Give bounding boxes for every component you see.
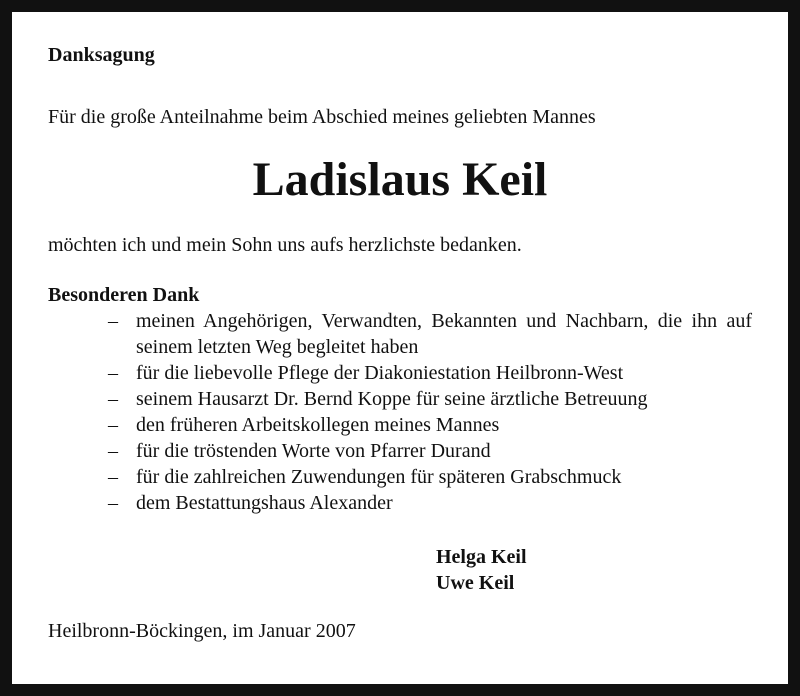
- dash-bullet: –: [108, 440, 118, 462]
- list-item: [108, 464, 752, 490]
- list-item-text: seinem Hausarzt Dr. Bernd Koppe für seine ärztliche Betreuung: [136, 388, 648, 410]
- thanks-heading: Besonderen Dank: [48, 284, 200, 306]
- place-date: Heilbronn-Böckingen, im Januar 2007: [48, 620, 356, 642]
- list-item: [108, 360, 752, 386]
- notice-heading: Danksagung: [48, 44, 155, 66]
- list-item-text: meinen Angehörigen, Verwandten, Bekannten und Nachbarn, die ihn auf seinem letzten Weg begleitet haben: [136, 310, 752, 358]
- list-item-text: für die liebevolle Pflege der Diakoniestation Heilbronn-West: [136, 362, 624, 384]
- closing-text: möchten ich und mein Sohn uns aufs herzlichste bedanken.: [48, 234, 522, 256]
- dash-bullet: –: [108, 414, 118, 436]
- signatories: [436, 544, 527, 596]
- list-item: [108, 308, 752, 360]
- signatory-name: Uwe Keil: [436, 572, 515, 594]
- list-item-text: den früheren Arbeitskollegen meines Mannes: [136, 414, 500, 436]
- list-item: [108, 438, 752, 464]
- dash-bullet: –: [108, 492, 118, 514]
- list-item: [108, 490, 752, 516]
- list-item-text: dem Bestattungshaus Alexander: [136, 492, 393, 514]
- dash-bullet: –: [108, 466, 118, 488]
- list-item-text: für die tröstenden Worte von Pfarrer Durand: [136, 440, 491, 462]
- dash-bullet: –: [108, 362, 118, 384]
- dash-bullet: –: [108, 310, 118, 332]
- dash-bullet: –: [108, 388, 118, 410]
- deceased-name: Ladislaus Keil: [252, 153, 548, 206]
- list-item: [108, 386, 752, 412]
- signatory-name: Helga Keil: [436, 546, 527, 568]
- thanks-list: [108, 308, 752, 516]
- list-item-text: für die zahlreichen Zuwendungen für späteren Grabschmuck: [136, 466, 622, 488]
- list-item: [108, 412, 752, 438]
- intro-text: Für die große Anteilnahme beim Abschied meines geliebten Mannes: [48, 106, 596, 128]
